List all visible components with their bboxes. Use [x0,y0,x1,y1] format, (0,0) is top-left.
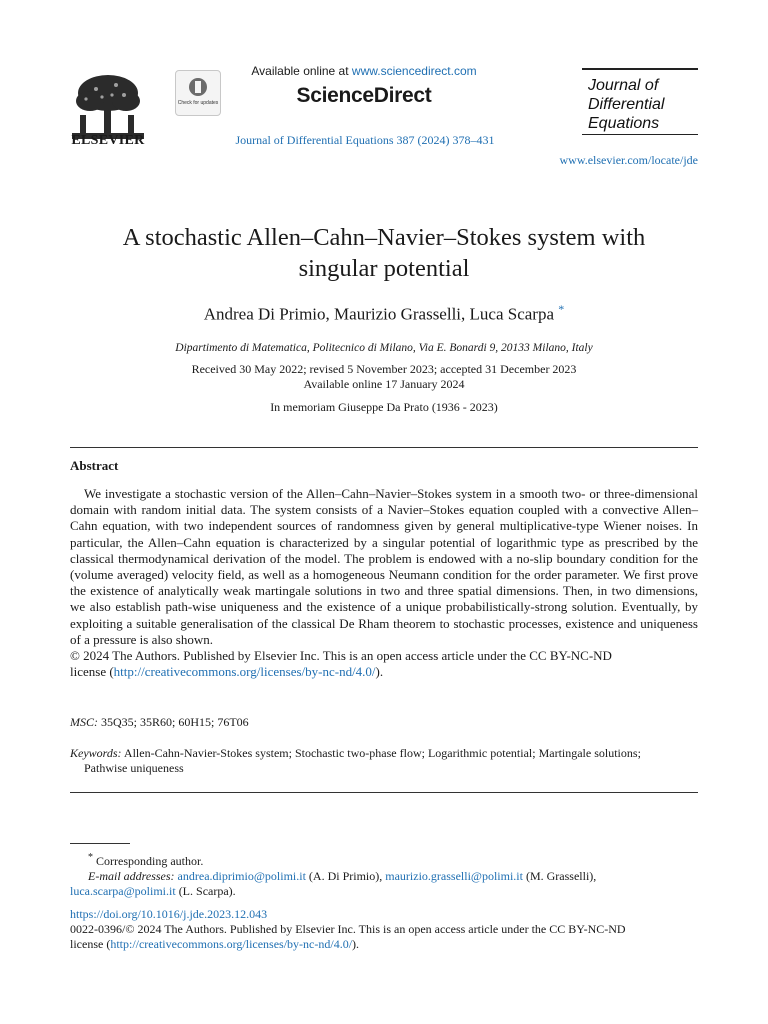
title-line-1: A stochastic Allen–Cahn–Navier–Stokes system with [122,224,646,251]
msc-label: MSC: [70,715,98,729]
doi-license-link[interactable]: http://creativecommons.org/licenses/by-nc-nd/4.0/ [110,937,353,951]
abstract-license-prefix: license ( [70,664,114,680]
available-online-prefix: Available online at [251,64,349,78]
title-line-2: singular potential [298,255,470,282]
keywords-line-2: Pathwise uniqueness [84,761,184,775]
available-online-line [230,64,498,78]
abstract-body [70,486,698,680]
article-title [70,222,698,284]
journal-box-bottom-rule [582,134,698,135]
email-owner-di-primio: (A. Di Primio), [308,869,383,883]
received-dates: Received 30 May 2022; revised 5 November 2023; accepted 31 December 2023 [191,362,577,376]
abstract-license-link[interactable]: http://creativecommons.org/licenses/by-nc-nd/4.0/ [113,664,376,680]
corresponding-author-mark[interactable]: * [558,302,565,316]
sciencedirect-brand: ScienceDirect [296,84,432,107]
email-label: E-mail addresses: [88,869,175,883]
keywords-line-1: Allen-Cahn-Navier-Stokes system; Stochastic two-phase flow; Logarithmic potential; Martingale solutions; [123,746,641,760]
email-link-grasselli[interactable]: maurizio.grasselli@polimi.it [385,869,523,883]
elsevier-wordmark: ELSEVIER [71,133,145,148]
abstract-paragraph: We investigate a stochastic version of the Allen–Cahn–Navier–Stokes system in a smooth two- or three-dimensional domain with random initial data. The system consists of a Navier–Stokes equation coupled with a convective Allen–Cahn equation, with two independent sources of randomness given by general multiplicative-type Wiener noises. In particular, the Allen–Cahn equation is characterized by a singular potential of logarithmic type as prescribed by the classical thermodynamical derivation of the model. The problem is endowed with a no-slip boundary condition for the (volume averaged) velocity field, as well as a homogeneous Neumann condition for the order parameter. We first prove the existence of analytically weak martingale solutions in two and three spatial dimensions. Then, in two dimensions, we also establish path-wise uniqueness and the existence of a unique probabilistically-strong solution. Eventually, by exploiting a suitable generalisation of the classical De Rham theorem to stochastic processes, existence and uniqueness of a pressure is also shown. [70,486,698,647]
check-for-updates-badge[interactable] [175,70,221,116]
journal-name-line-1: Journal of [588,77,659,94]
doi-license-prefix: license ( [70,937,111,951]
doi-license-suffix: ). [352,937,360,951]
msc-codes [70,715,698,730]
footnote [70,850,698,899]
corresponding-author-note: Corresponding author. [96,854,204,868]
memoriam-line: In memoriam Giuseppe Da Prato (1936 - 2023) [270,400,498,414]
abstract-copyright-text: © 2024 The Authors. Published by Elsevier Inc. This is an open access article under the CC BY-NC-ND [70,648,612,664]
journal-name-line-2: Differential [588,96,665,113]
footnote-mark: * [88,852,93,863]
authors-text: Andrea Di Primio, Maurizio Grasselli, Luca Scarpa [203,304,555,324]
email-link-di-primio[interactable]: andrea.diprimio@polimi.it [177,869,306,883]
journal-box-top-rule [582,68,698,70]
abstract-heading: Abstract [70,458,119,473]
email-link-scarpa[interactable]: luca.scarpa@polimi.it [70,884,176,898]
article-dates [70,362,698,392]
abstract-copyright [70,648,698,680]
journal-homepage-link[interactable]: www.elsevier.com/locate/jde [559,153,698,167]
abstract-license-suffix: ). [375,664,384,680]
available-online-date: Available online 17 January 2024 [303,377,465,391]
doi-link[interactable]: https://doi.org/10.1016/j.jde.2023.12.043 [70,907,268,921]
check-updates-icon [176,71,220,115]
journal-reference-link[interactable]: Journal of Differential Equations 387 (2024) 378–431 [235,133,495,147]
footnote-rule [70,843,130,844]
journal-name [588,76,700,133]
abstract-bottom-divider [70,792,698,793]
keywords [70,746,698,776]
email-owner-grasselli: (M. Grasselli), [525,869,597,883]
journal-name-line-3: Equations [588,115,660,132]
sciencedirect-link[interactable]: www.sciencedirect.com [351,64,477,78]
check-updates-label: Check for updates [177,100,219,106]
abstract-top-divider [70,447,698,448]
doi-block [70,907,698,952]
author-list [70,302,698,325]
issn-copyright: 0022-0396/© 2024 The Authors. Published by Elsevier Inc. This is an open access article under the CC BY-NC-ND [70,922,626,936]
msc-values: 35Q35; 35R60; 60H15; 76T06 [101,715,249,729]
email-owner-scarpa: (L. Scarpa). [178,884,236,898]
affiliation: Dipartimento di Matematica, Politecnico di Milano, Via E. Bonardi 9, 20133 Milano, Italy [175,342,593,354]
keywords-label: Keywords: [70,746,122,760]
